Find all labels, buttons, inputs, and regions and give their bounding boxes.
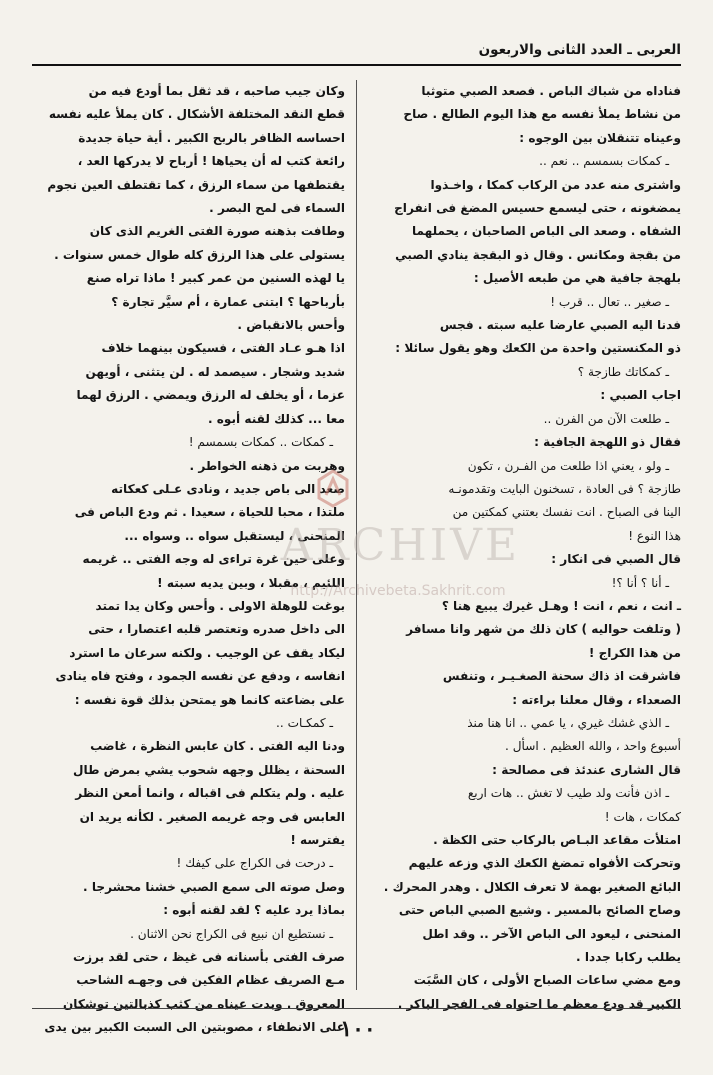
text-line: يطلب ركابا جددا .: [576, 950, 681, 965]
text-line: المعروق . وبدت عيناه من كثب كذبالتين توشكان: [62, 996, 345, 1011]
text-line: فاشرقت اذ ذاك سحنة الصغـيـر ، وتنفس: [442, 669, 681, 684]
text-line: ـ طلعت الآن من الفرن ..: [543, 411, 669, 426]
text-line: يستولى على هذا الرزق كله طوال خمس سنوات .: [54, 247, 345, 262]
text-line: ومع مضي ساعات الصباح الأولى ، كان السَّبَت: [413, 973, 681, 988]
text-line: بلهجة جافية هي من طبعه الأصيل :: [473, 271, 681, 286]
text-line: عليه . ولم يتكلم فى اقباله ، وانما أمعن النظر: [75, 786, 345, 801]
text-line: اللئيم ، مقبلا ، وبين يديه سبته !: [157, 575, 345, 590]
text-line: على بضاعته كانما هو يمتحن بذلك قوة نفسه :: [74, 692, 345, 707]
text-line: شديد وشجار . سيصمد له . لن يتثنى ، أويهن: [85, 364, 345, 379]
text-line: وعيناه تتنقلان بين الوجوه :: [519, 130, 681, 145]
text-line: اجاب الصبي :: [600, 388, 681, 403]
archive-logo-icon: [316, 468, 350, 508]
text-line: بوغت للوهلة الاولى . وأحس وكان يدا تمتد: [95, 598, 345, 613]
text-line: امتلأت مقاعد البـاص بالركاب حتى الكظة .: [433, 833, 681, 847]
text-line: وأحس بالانقباض .: [237, 318, 345, 333]
text-line: مـع الصريف عظام الفكين فى وجهـه الشاحب: [76, 973, 345, 988]
text-line: اذا هـو عـاد الفتى ، فسيكون بينهما خلاف: [101, 341, 345, 356]
text-line: فدنا اليه الصبي عارضا عليه سبته . فجس: [439, 318, 681, 333]
watermark-text: ARCHIVE: [280, 520, 520, 571]
text-line: الينا فى الصباح . انت نفسك بعتني كمكتين من: [452, 505, 681, 520]
text-line: ـ نستطيع ان نبيع فى الكراج نحن الاثنان .: [130, 926, 333, 941]
text-line: ملتذا ، محبا للحياة ، سعيدا . ثم ودع الباص فى: [74, 505, 345, 520]
text-line: طازجة ؟ فى العادة ، تسخنون البايت وتقدمونـه: [448, 481, 681, 496]
text-line: من نشاط يملأ نفسه مع هذا اليوم الطالع . صاح: [403, 107, 681, 122]
text-line: صعد الى باص جديد ، ونادى عـلى كعكاته: [111, 481, 345, 496]
text-line: الى داخل صدره وتعتصر قلبه اعتصارا ، حتى: [88, 622, 345, 637]
text-line: ( وتلفت حواليه ) كان ذلك من شهر وانا مسافر: [406, 622, 681, 637]
text-line: يا لهذه السنين من عمر كبير ! ماذا تراه صنع: [86, 271, 345, 286]
text-line: البائع الصغير بهمة لا تعرف الكلال . وهدر المحرك .: [383, 879, 681, 894]
text-line: قطع النقد المختلفة الأشكال . كان يملأ عليه نفسه: [48, 107, 345, 122]
text-line: وكان جيب صاحبه ، قد ثقل بما أودع فيه من: [88, 84, 345, 98]
text-line: ـ كمكـات ..: [276, 715, 333, 730]
text-line: عزما ، أو يخلف له الرزق ويمضي . الرزق لهما: [76, 388, 345, 403]
text-line: كمكات ، هات !: [604, 809, 681, 824]
text-line: السحنة ، يظلل وجهه شحوب يشي بمرض طال: [73, 762, 345, 777]
text-line: وطافت بذهنه صورة الفتى الغريم الذى كان: [89, 224, 345, 239]
text-line: رائعة كتب له أن يحياها ! أرباح لا يدركها العد ،: [77, 154, 345, 169]
text-line: واشترى منه عدد من الركاب كمكا ، واخـذوا: [430, 177, 681, 192]
text-line: ـ كمكات .. كمكات بسمسم !: [188, 435, 333, 450]
text-line: ـ اذن فأنت ولد طيب لا تغش .. هات اربع: [467, 786, 669, 801]
text-line: ـ كمكات بسمسم .. نعم ..: [539, 154, 669, 169]
text-line: ذو المكنستين واحدة من الكعك وهو يقول سائلا :: [395, 341, 681, 356]
text-line: ـ كمكاتك طازجة ؟: [577, 364, 669, 379]
text-line: ـ انت ، نعم ، انت ! وهـل غيرك يبيع هنا ؟: [441, 598, 681, 613]
text-line: يفترسه !: [290, 833, 345, 847]
text-line: وهربت من ذهنه الخواطر .: [189, 458, 345, 473]
text-line: هذا النوع !: [628, 528, 681, 543]
header-rule: [32, 64, 681, 66]
text-line: من هذا الكراج !: [588, 645, 681, 660]
text-line: على الانطفاء ، مصوبتين الى السبت الكبير بين يدى: [44, 1020, 345, 1035]
text-line: ليكاد يقف عن الوجيب . ولكنه سرعان ما استرد: [69, 645, 345, 660]
text-line: الكبير قد ودع معظم ما احتواه فى الفجر الباكر .: [397, 996, 681, 1011]
text-line: وصاح الصائح بالمسير . وشيع الصبي الباص حتى: [398, 903, 681, 918]
text-line: قال الصبي فى انكار :: [551, 552, 681, 567]
text-line: المنحنى ، ليعود الى الباص الآخر .. وقد اطل: [422, 926, 681, 941]
text-line: يقتطفها من سماء الرزق ، كما تقتطف العين نجوم: [47, 177, 345, 192]
text-line: فقال ذو اللهجة الجافية :: [534, 435, 681, 450]
text-line: انفاسه ، ودفع عن نفسه الجمود ، وفتح فاه ينادى: [55, 669, 345, 684]
text-line: ـ صغير .. تعال .. قرب !: [550, 294, 669, 309]
text-line: ـ أنا ؟ أنا ؟!: [611, 575, 669, 590]
text-line: ودنا اليه الفتى . كان عابس النظرة ، غاضب: [90, 739, 345, 754]
text-line: معا ... كذلك لقنه أبوه .: [207, 411, 345, 426]
text-line: قال الشارى عندئذ فى مصالحة :: [492, 762, 681, 777]
text-line: بأرباحها ؟ ابتنى عمارة ، أم سيَّر تجارة ؟: [111, 294, 345, 309]
text-line: وتحركت الأفواه تمضغ الكعك الذي وزعه عليهم: [408, 856, 681, 871]
footer-rule: [32, 1008, 681, 1009]
text-line: صرف الفتى بأسنانه فى غيظ ، حتى لقد برزت: [72, 950, 345, 965]
text-line: ـ الذي غشك غيري ، يا عمي .. انا هنا منذ: [467, 715, 669, 730]
text-line: العابس فى وجه غريمه الصغير . لكأنه يريد ان: [79, 809, 345, 824]
text-line: يمضغونه ، حتى ليسمع حسيس المضغ فى انفراج: [394, 201, 681, 216]
running-header: العربى ـ العدد الثانى والاربعون: [478, 42, 681, 58]
watermark-url: http://Archivebeta.Sakhrit.com: [290, 583, 506, 599]
text-line: الشفاه . وصعد الى الباص الصاحبان ، يحملهما: [411, 224, 681, 239]
text-line: ـ ولو ، يعني اذا طلعت من الفـرن ، تكون: [467, 458, 669, 473]
text-line: فناداه من شباك الباص . فصعد الصبي متوثبا: [421, 84, 681, 98]
text-line: وصل صوته الى سمع الصبي خشنا محشرجا .: [83, 879, 345, 894]
text-line: ـ درحت فى الكراج على كيفك !: [176, 856, 333, 871]
text-line: الصعداء ، وقال معلنا براءته :: [512, 692, 681, 707]
text-line: بماذا يرد عليه ؟ لقد لقنه أبوه :: [163, 903, 345, 918]
page-number: ١٠٠: [340, 1016, 376, 1042]
text-line: وعلى حين غرة تراءى له وجه الفتى .. غريمه: [82, 552, 345, 567]
text-line: المنحنى ، ليستقبل سواه .. وسواه ...: [124, 528, 345, 543]
text-line: أسبوع واحد ، والله العظيم . اسأل .: [505, 739, 681, 754]
text-line: السماء فى لمح البصر .: [209, 201, 345, 216]
text-line: احساسه الظافر بالربح الكبير . أية حياة جديدة: [78, 130, 345, 145]
text-line: من بقجة ومكانس . وقال ذو البقجة ينادي الصبي: [395, 247, 681, 262]
